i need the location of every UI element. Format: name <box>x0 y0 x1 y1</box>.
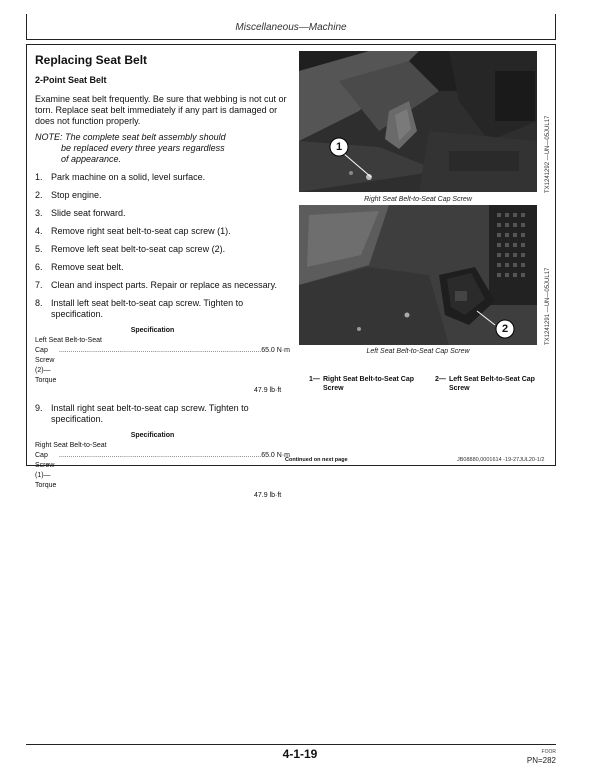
step-number: 3. <box>35 208 43 218</box>
spec-alt-value: 47.9 lb·ft <box>254 492 282 499</box>
step-text: Remove right seat belt-to-seat cap screw (1). <box>51 226 231 236</box>
step-number: 7. <box>35 280 43 290</box>
intro-paragraph: Examine seat belt frequently. Be sure that webbing is not cut or torn. Replace seat belt immediately if any part is damaged or does not function properly. <box>35 94 287 126</box>
step-item <box>35 403 290 425</box>
note-line-2: be replaced every three years regardless <box>61 143 225 153</box>
instructions-column <box>35 53 290 501</box>
step-text: Clean and inspect parts. Repair or replace as necessary. <box>51 280 277 290</box>
page-number: 4-1-19 <box>282 747 318 761</box>
step-number: 2. <box>35 190 43 200</box>
step-text: Remove seat belt. <box>51 262 124 272</box>
step-number: 6. <box>35 262 43 272</box>
page-header <box>26 14 556 40</box>
note-line-3: of appearance. <box>61 154 122 164</box>
footer-pn: PN=282 <box>526 756 556 765</box>
legend-number: 1— <box>309 376 320 383</box>
spec-leader-dots: ........................................................................................................ <box>58 347 262 354</box>
header-title: Miscellaneous—Machine <box>235 22 347 33</box>
legend-item-1 <box>309 375 429 393</box>
figure-1-code: TX1241292 —UN—05JUL17 <box>545 115 551 193</box>
spec-heading: Specification <box>130 432 175 439</box>
callout-1: 1 <box>335 141 343 153</box>
specification-right-cap-screw <box>35 431 290 501</box>
section-subtitle: 2-Point Seat Belt <box>35 75 107 85</box>
footer-divider <box>26 744 556 745</box>
spec-label: Cap Screw (2)—Torque <box>35 347 57 384</box>
step-number: 1. <box>35 172 43 182</box>
steps-list-continued <box>35 403 290 425</box>
spec-value: 65.0 N·m <box>261 452 290 459</box>
spec-value: 65.0 N·m <box>261 347 290 354</box>
step-item <box>35 280 290 291</box>
step-item <box>35 172 290 183</box>
spec-row <box>35 451 290 491</box>
step-item <box>35 244 290 255</box>
step-item <box>35 190 290 201</box>
spec-row <box>35 346 290 386</box>
section-title: Replacing Seat Belt <box>35 53 148 67</box>
spec-item-line: Left Seat Belt-to-Seat <box>35 337 102 344</box>
step-text: Slide seat forward. <box>51 208 126 218</box>
steps-list <box>35 172 290 320</box>
step-item <box>35 208 290 219</box>
content-box <box>26 44 556 499</box>
continued-note: Continued on next page <box>285 457 348 463</box>
document-reference-code: JB08880,0001614 -19-27JUL20-1/2 <box>457 457 545 463</box>
legend-text: Left Seat Belt-to-Seat Cap Screw <box>449 376 535 392</box>
step-number: 9. <box>35 403 43 413</box>
note-paragraph <box>35 132 290 165</box>
step-number: 4. <box>35 226 43 236</box>
step-text: Install right seat belt-to-seat cap screw. Tighten to specification. <box>51 403 249 424</box>
legend-item-2 <box>435 375 545 393</box>
footer-small-code: FOOR <box>541 749 556 755</box>
legend-number: 2— <box>435 376 446 383</box>
figure-2-caption: Left Seat Belt-to-Seat Cap Screw <box>366 348 470 355</box>
spec-heading: Specification <box>130 327 175 334</box>
spec-label: Cap Screw (1)—Torque <box>35 452 57 489</box>
spec-alt-value: 47.9 lb·ft <box>254 387 282 394</box>
step-item <box>35 262 290 273</box>
step-text: Install left seat belt-to-seat cap screw. Tighten to specification. <box>51 298 244 319</box>
step-text: Park machine on a solid, level surface. <box>51 172 206 182</box>
specification-left-cap-screw <box>35 326 290 396</box>
step-text: Remove left seat belt-to-seat cap screw (2). <box>51 244 226 254</box>
callout-2: 2 <box>501 323 509 335</box>
step-item <box>35 298 290 320</box>
photo-right-seat-belt-cap-screw <box>299 51 537 192</box>
step-item <box>35 226 290 237</box>
note-line-1: NOTE: The complete seat belt assembly should <box>35 132 226 142</box>
step-number: 5. <box>35 244 43 254</box>
photo-left-seat-belt-cap-screw <box>299 205 537 345</box>
step-text: Stop engine. <box>51 190 102 200</box>
figure-1-caption: Right Seat Belt-to-Seat Cap Screw <box>364 196 472 203</box>
spec-item-line: Right Seat Belt-to-Seat <box>35 442 107 449</box>
figure-2-code: TX1241291 —UN—05JUL17 <box>545 267 551 345</box>
step-number: 8. <box>35 298 43 308</box>
legend-text: Right Seat Belt-to-Seat Cap Screw <box>323 376 415 392</box>
spec-leader-dots: ........................................................................................................ <box>58 452 262 459</box>
